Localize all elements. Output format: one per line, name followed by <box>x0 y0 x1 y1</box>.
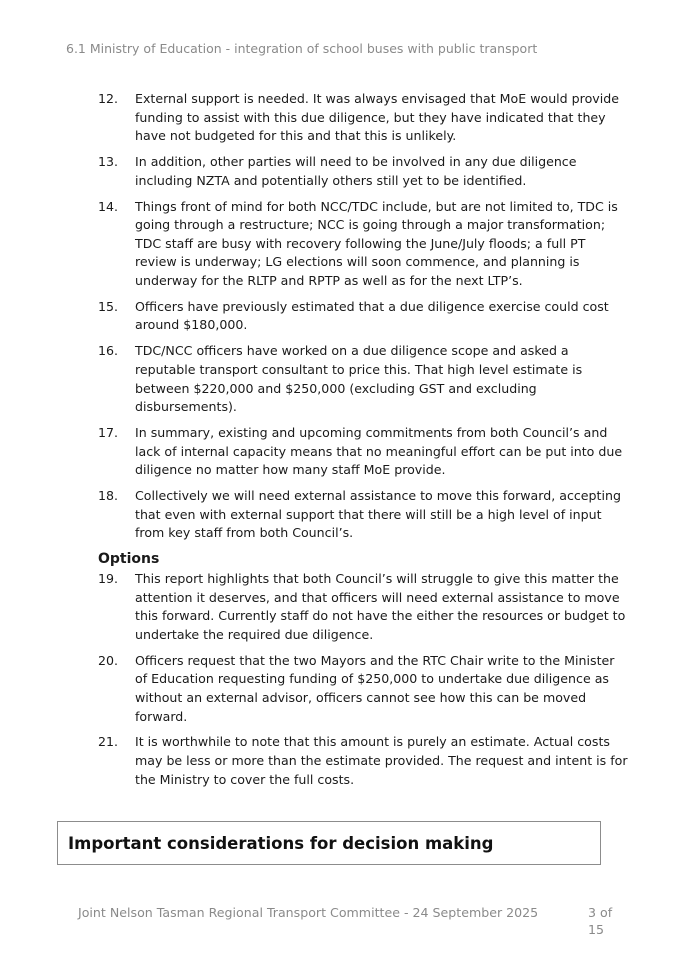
paragraph-text: Officers request that the two Mayors and the RTC Chair write to the Minister of Education requesting funding of $250,000 to undertake due diligence as without an external advisor, officers cannot see how this can be moved forward. <box>135 652 615 724</box>
paragraph-number: 20. <box>98 652 119 668</box>
paragraph-number: 12. <box>98 91 119 106</box>
paragraph-text: TDC/NCC officers have worked on a due diligence scope and asked a reputable transport consultant to price this. That high level estimate is between $220,000 and $250,000 (excluding GST and excluding disbursements). <box>135 343 583 415</box>
footer-page-number: 3 of 15 <box>588 905 613 937</box>
paragraph-number: 19. <box>98 571 119 587</box>
paragraph-text: Officers have previously estimated that a due diligence exercise could cost around $180,000. <box>135 298 609 333</box>
paragraph-number: 16. <box>98 343 119 359</box>
paragraph-12 <box>98 90 628 146</box>
paragraph-number: 18. <box>98 488 119 504</box>
paragraph-number: 13. <box>98 154 119 170</box>
paragraph-18 <box>98 487 628 543</box>
paragraph-number: 17. <box>98 424 119 440</box>
paragraph-13 <box>98 153 628 190</box>
options-heading: Options <box>98 551 160 568</box>
paragraph-text: Collectively we will need external assistance to move this forward, accepting that even with external support that there will still be a high level of input from key staff from both Council’s. <box>135 488 621 541</box>
paragraph-text: In summary, existing and upcoming commitments from both Council’s and lack of internal capacity means that no meaningful effort can be put into due diligence no matter how many staff MoE provide. <box>135 424 623 478</box>
paragraph-19 <box>98 570 628 644</box>
paragraph-20 <box>98 652 628 726</box>
paragraph-15 <box>98 298 628 335</box>
paragraph-21 <box>98 733 628 789</box>
paragraph-text: External support is needed. It was always envisaged that MoE would provide funding to assist with this due diligence, but they have indicated that they have not budgeted for this and that this is unlikely. <box>135 91 619 144</box>
paragraph-text: It is worthwhile to note that this amount is purely an estimate. Actual costs may be less or more than the estimate provided. The request and intent is for the Ministry to cover the full costs. <box>135 734 628 787</box>
footer-meeting-title: Joint Nelson Tasman Regional Transport Committee - 24 September 2025 <box>78 905 539 920</box>
paragraph-text: This report highlights that both Council’s will struggle to give this matter the attention it deserves, and that officers will need external assistance to move this forward. Currently staff do not have the either the resources or budget to undertake the required due diligence. <box>135 571 626 642</box>
paragraph-number: 14. <box>98 198 119 214</box>
section-heading-box <box>57 821 601 865</box>
paragraph-number: 21. <box>98 734 119 750</box>
paragraph-number: 15. <box>98 298 119 314</box>
numbered-paragraphs <box>98 90 628 797</box>
paragraph-16 <box>98 342 628 416</box>
paragraph-14 <box>98 198 628 291</box>
section-heading: Important considerations for decision making <box>68 834 494 853</box>
paragraph-17 <box>98 424 628 480</box>
paragraph-text: Things front of mind for both NCC/TDC include, but are not limited to, TDC is going through a restructure; NCC is going through a major transformation; TDC staff are busy with recovery following the June/July floods; a full PT review is underway; LG elections will soon commence, and planning is underway for the RLTP and RPTP as well as for the next LTP’s. <box>135 198 618 288</box>
paragraph-text: In addition, other parties will need to be involved in any due diligence including NZTA and potentially others still yet to be identified. <box>135 154 577 188</box>
running-header: 6.1 Ministry of Education - integration of school buses with public transport <box>66 41 538 56</box>
